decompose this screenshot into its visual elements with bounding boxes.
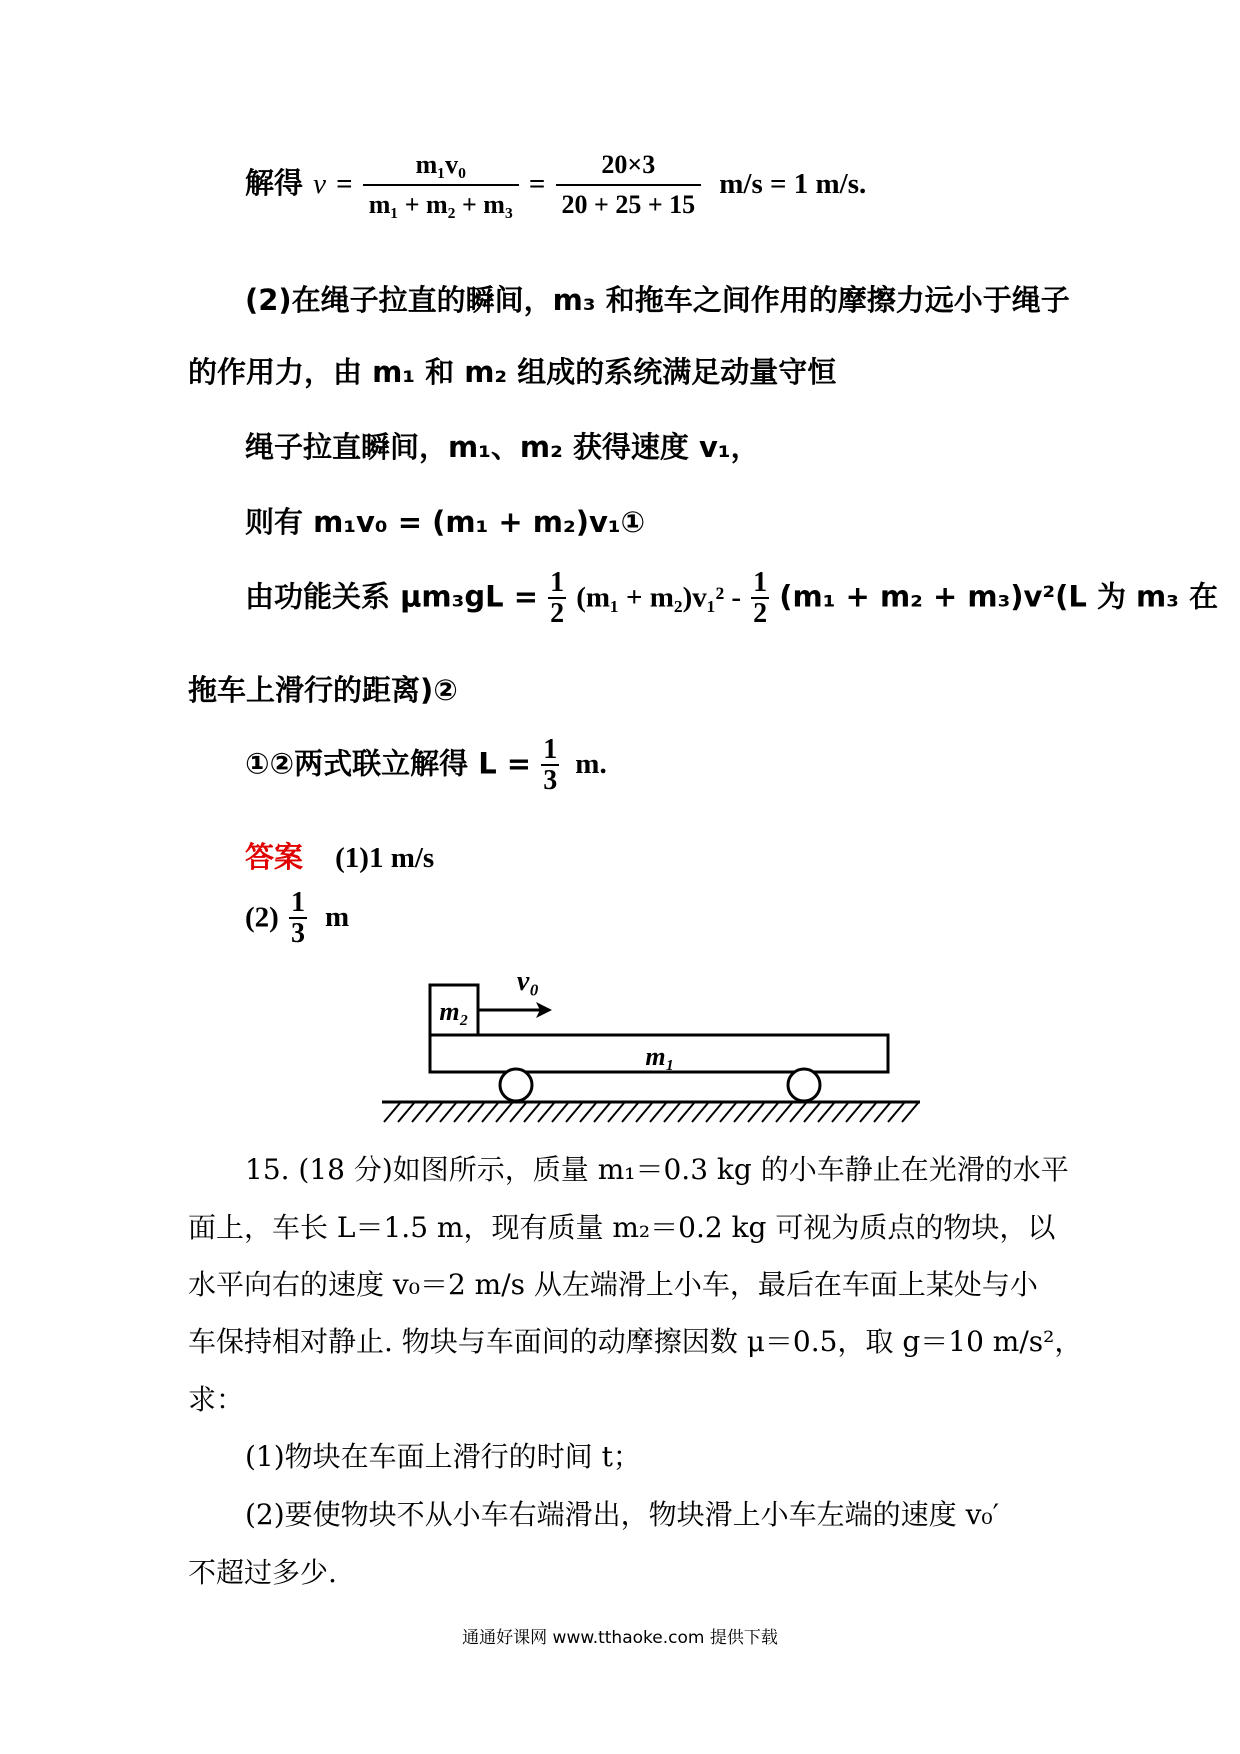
half-denominator-1: 2	[550, 598, 565, 630]
half-fraction-1	[548, 568, 566, 629]
half-numerator-1: 1	[550, 567, 565, 598]
question-line-3: 水平向右的速度 v₀＝2 m/s 从左端滑上小车，最后在车面上某处与小	[188, 1268, 1038, 1301]
fraction-numerator-numeric: 20×3	[556, 150, 702, 186]
question-part-1: (1)物块在车面上滑行的时间 t；	[245, 1440, 641, 1473]
cart-label: m₁	[645, 1042, 675, 1071]
wheel-left	[500, 1069, 532, 1101]
ground-hatching	[384, 1103, 918, 1122]
wheel-right	[788, 1069, 820, 1101]
one-third-numerator: 1	[543, 734, 558, 765]
half-fraction-2	[751, 568, 769, 629]
question-part-2-continued: 不超过多少.	[188, 1556, 337, 1589]
answer-part-1: (1)1 m/s	[335, 842, 435, 874]
answer-fraction-numerator: 1	[290, 887, 305, 918]
energy-middle-term: (m₁ + m₂)v₁² -	[576, 581, 742, 614]
half-denominator-2: 2	[753, 598, 768, 630]
solution-line-8	[245, 735, 607, 796]
energy-tail-term: (m₁ + m₂ + m₃)v²(L 为 m₃ 在	[779, 579, 1219, 614]
solution-line-5: 则有 m₁v₀ = (m₁ + m₂)v₁①	[245, 505, 646, 539]
half-numerator-2: 1	[753, 567, 768, 598]
answer-part-2-prefix: (2)	[245, 901, 279, 934]
question-line-4: 车保持相对静止. 物块与车面间的动摩擦因数 μ＝0.5，取 g＝10 m/s²，	[188, 1325, 1083, 1358]
fraction-denominator-numeric: 20 + 25 + 15	[561, 190, 696, 219]
block-label: m₂	[439, 997, 469, 1026]
answer-fraction-denominator: 3	[290, 918, 305, 950]
solution-line-4: 绳子拉直瞬间，m₁、m₂ 获得速度 v₁，	[245, 430, 760, 464]
fraction-mass-formula	[363, 150, 519, 220]
page-footer: 通通好课网 www.tthaoke.com 提供下载	[462, 1628, 778, 1648]
answer-line-1	[245, 835, 434, 876]
answer-fraction	[289, 888, 307, 949]
energy-relation-prefix: 由功能关系 μm₃gL =	[245, 579, 538, 614]
solution-line-2: (2)在绳子拉直的瞬间，m₃ 和拖车之间作用的摩擦力远小于绳子	[245, 283, 1070, 317]
question-line-1: 15. (18 分)如图所示，质量 m₁＝0.3 kg 的小车静止在光滑的水平	[245, 1153, 1069, 1186]
answer-label: 答案	[245, 840, 304, 874]
combined-solve-prefix: ①②两式联立解得 L =	[245, 746, 532, 781]
result-text: m/s = 1 m/s.	[719, 168, 867, 200]
solution-line-6	[245, 568, 1218, 629]
equals-sign: =	[336, 168, 353, 200]
fraction-numerator: m₁v₀	[363, 150, 519, 186]
fraction-numeric	[556, 150, 702, 220]
solution-line-3: 的作用力，由 m₁ 和 m₂ 组成的系统满足动量守恒	[188, 355, 837, 389]
equals-sign-2: =	[528, 168, 546, 200]
one-third-denominator: 3	[543, 765, 558, 797]
length-unit: m.	[575, 748, 607, 781]
solution-line-7: 拖车上滑行的距离)②	[188, 673, 458, 707]
fraction-denominator: m₁ + m₂ + m₃	[368, 190, 513, 219]
solve-prefix: 解得	[245, 166, 304, 200]
answer-line-2	[245, 888, 349, 949]
velocity-symbol: v	[313, 168, 326, 200]
question-part-2: (2)要使物块不从小车右端滑出，物块滑上小车左端的速度 v₀′	[245, 1498, 999, 1531]
one-third-fraction	[541, 735, 559, 796]
velocity-label: v₀	[516, 966, 540, 997]
question-line-2: 面上，车长 L＝1.5 m，现有质量 m₂＝0.2 kg 可视为质点的物块，以	[188, 1211, 1056, 1244]
answer-unit: m	[325, 901, 350, 934]
solution-line-1	[245, 150, 866, 220]
question-line-5: 求：	[188, 1383, 245, 1416]
cart-block-diagram	[370, 960, 930, 1130]
